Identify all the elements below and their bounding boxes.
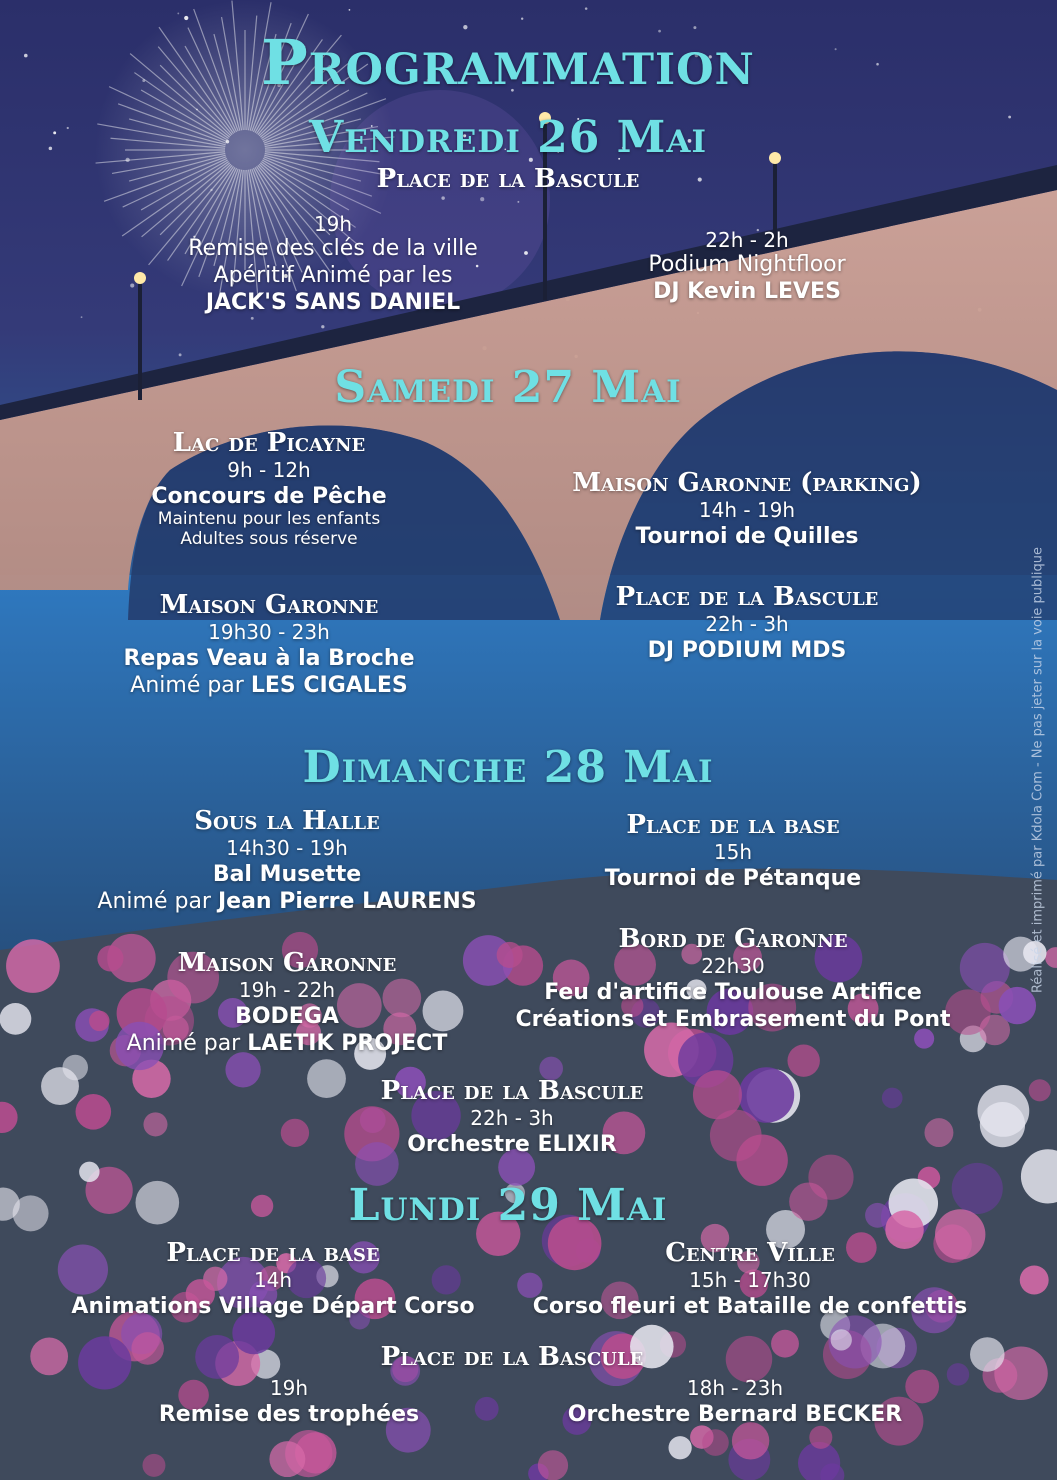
event-time: 14h xyxy=(253,1268,293,1292)
event-sunday-base xyxy=(605,810,861,891)
event-line-prefix: Feu d'artifice xyxy=(544,980,715,1005)
venue-monday-bascule: Place de la Bascule xyxy=(380,1342,644,1372)
event-line-prefix: Animé par xyxy=(126,1031,248,1056)
event-sunday-halle xyxy=(97,806,476,914)
event-monday-orchestra xyxy=(568,1376,902,1427)
event-saturday-lac xyxy=(151,428,386,549)
performer-name: ELIXIR xyxy=(537,1132,617,1157)
event-time: 22h - 2h xyxy=(705,228,789,252)
venue-friday: Place de la Bascule xyxy=(376,164,640,194)
day-title-friday: Vendredi 26 Mai xyxy=(309,112,707,163)
event-time: 19h - 22h xyxy=(238,978,336,1002)
event-sunday-bord xyxy=(515,924,950,1032)
event-time: 9h - 12h xyxy=(227,458,311,482)
performer-name: Bernard BECKER xyxy=(697,1402,903,1427)
event-line: Remise des trophées xyxy=(158,1402,420,1427)
event-line: BODEGA xyxy=(235,1004,339,1029)
event-monday-centre xyxy=(533,1238,968,1319)
event-line-prefix: Animé par xyxy=(97,889,218,914)
event-note: Adultes sous réserve xyxy=(180,529,358,549)
day-title-sunday: Dimanche 28 Mai xyxy=(302,742,714,793)
event-sunday-bascule xyxy=(381,1076,644,1157)
event-sunday-garonne xyxy=(127,948,448,1056)
event-line-prefix: Orchestre xyxy=(567,1402,698,1427)
event-time: 18h - 23h xyxy=(686,1376,784,1400)
event-friday-night xyxy=(648,228,845,304)
event-venue: Place de la base xyxy=(626,810,840,840)
day-title-monday: Lundi 29 Mai xyxy=(348,1180,668,1231)
performer-name: DJ Kevin LEVES xyxy=(653,279,841,304)
performer-name: Toulouse Artifice xyxy=(714,980,922,1005)
event-venue: Maison Garonne (parking) xyxy=(572,468,922,498)
performer-name: JACK'S SANS DANIEL xyxy=(205,290,461,315)
event-time: 15h - 17h30 xyxy=(689,1268,811,1292)
event-saturday-garonne xyxy=(123,590,414,698)
event-time: 14h - 19h xyxy=(698,498,796,522)
event-venue: Maison Garonne xyxy=(177,948,397,978)
event-line: Créations et Embrasement du Pont xyxy=(515,1007,951,1032)
event-line: Tournoi de Pétanque xyxy=(604,866,862,891)
event-venue: Maison Garonne xyxy=(159,590,379,620)
event-line: Repas Veau à la Broche xyxy=(123,646,415,671)
event-time: 19h30 - 23h xyxy=(208,620,330,644)
poster-title: Programmation xyxy=(261,26,755,99)
performer-name: Jean Pierre LAURENS xyxy=(217,889,477,914)
event-line: Bal Musette xyxy=(212,862,362,887)
event-line: Remise des clés de la ville xyxy=(188,236,478,261)
event-time: 19h xyxy=(269,1376,309,1400)
event-venue: Centre Ville xyxy=(665,1238,835,1268)
event-time: 19h xyxy=(313,212,353,236)
event-monday-trophies xyxy=(159,1376,419,1427)
side-credit: Réalisé et imprimé par Kdola Com - Ne pas jeter sur la voie publique xyxy=(1030,546,1046,994)
event-venue: Bord de Garonne xyxy=(618,924,848,954)
event-line-prefix: Animé par xyxy=(130,673,251,698)
event-time: 22h - 3h xyxy=(470,1106,554,1130)
event-venue: Sous la Halle xyxy=(194,806,380,836)
event-saturday-bascule xyxy=(616,582,879,663)
event-venue: Place de la base xyxy=(166,1238,380,1268)
event-venue: Lac de Picayne xyxy=(172,428,366,458)
event-line: Concours de Pêche xyxy=(151,484,387,509)
event-friday-evening xyxy=(188,212,478,315)
event-time: 22h30 xyxy=(701,954,765,978)
event-venue: Place de la Bascule xyxy=(615,582,879,612)
event-note: Maintenu pour les enfants xyxy=(157,509,381,529)
performer-name: DJ PODIUM MDS xyxy=(647,638,847,663)
day-title-saturday: Samedi 27 Mai xyxy=(334,362,682,413)
event-line: Animations Village Départ Corso xyxy=(71,1294,475,1319)
event-line: Corso fleuri et Bataille de confettis xyxy=(532,1294,968,1319)
event-line: Apéritif Animé par les xyxy=(213,263,453,288)
event-line: Podium Nightfloor xyxy=(648,252,846,277)
event-time: 22h - 3h xyxy=(705,612,789,636)
event-monday-base xyxy=(71,1238,474,1319)
event-line-prefix: Orchestre xyxy=(407,1132,538,1157)
event-time: 15h xyxy=(713,840,753,864)
event-line: Tournoi de Quilles xyxy=(635,524,859,549)
event-venue: Place de la Bascule xyxy=(380,1076,644,1106)
event-saturday-parking xyxy=(572,468,921,549)
performer-name: LES CIGALES xyxy=(250,673,408,698)
performer-name: LAETIK PROJECT xyxy=(247,1031,448,1056)
event-time: 14h30 - 19h xyxy=(226,836,348,860)
